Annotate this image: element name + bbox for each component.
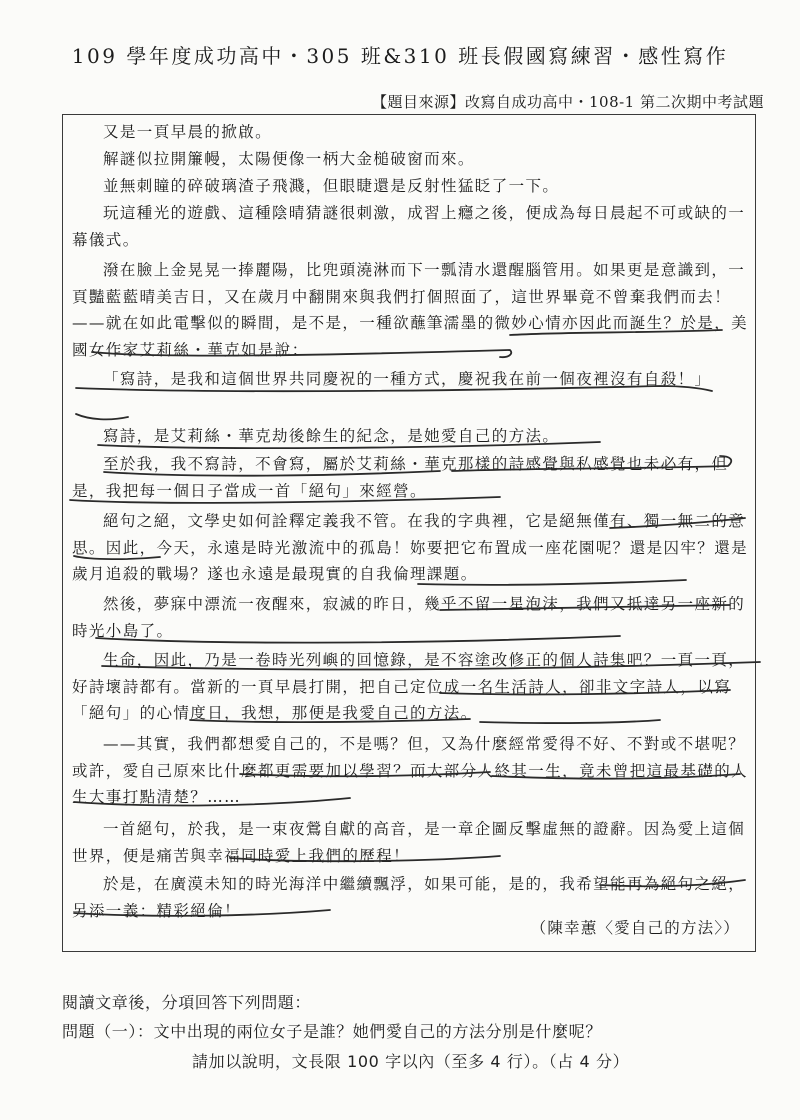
paragraph-11: 生命，因此，乃是一卷時光列嶼的回憶錄，是不容塗改修正的個人詩集吧？一頁一頁，好詩壞詩都有。當新的一頁早晨打開，把自己定位成一名生活詩人，卻非文字詩人，以寫「絕句」的心情度日，我想，那便是我愛自己的方法。 <box>72 651 746 722</box>
paragraph-8: 至於我，我不寫詩，不會寫，屬於艾莉絲・華克那樣的詩感覺與私感覺也未必有，但是，我把每一個日子當成一首「絕句」來經營。 <box>72 455 729 500</box>
paragraph-4: 玩這種光的遊戲、這種陰晴猜謎很刺激，成習上癮之後，便成為每日晨起不可或缺的一幕儀式。 <box>72 204 746 249</box>
attribution: （陳幸蕙〈愛自己的方法〉） <box>530 919 740 937</box>
paragraph-5: 潑在臉上金晃晃一捧麗陽，比兜頭澆淋而下一瓢清水還醒腦管用。如果更是意識到，一頁豔藍藍晴美吉日，又在歲月中翻開來與我們打個照面了，這世界畢竟不曾棄我們而去！——就在如此電擊似的瞬間，是不是，一種欲蘸筆濡墨的微妙心情亦因此而誕生？於是，美國女作家艾莉絲・華克如是說： <box>72 261 749 359</box>
paragraph-9: 絕句之絕，文學史如何詮釋定義我不管。在我的字典裡，它是絕無僅有、獨一無二的意思。因此，今天，永遠是時光激流中的孤島！妳要把它布置成一座花園呢？還是囚牢？還是歲月追殺的戰場？遂也永遠是最現實的自我倫理課題。 <box>72 512 749 583</box>
source-note: 【題目來源】改寫自成功高中・108-1 第二次期中考試題 <box>371 93 764 111</box>
paragraph-13: 一首絕句，於我，是一束夜鶯自獻的高音，是一章企圖反擊虛無的證辭。因為愛上這個世界，便是痛苦與幸福同時愛上我們的歷程！ <box>72 820 746 865</box>
paragraph-12: ——其實，我們都想愛自己的，不是嗎？但，又為什麼經常愛得不好、不對或不堪呢？或許，愛自己原來比什麼都更需要加以學習？而大部分人終其一生，竟未曾把這最基礎的人生大事打點清楚？…… <box>72 735 749 806</box>
quote-paragraph: 「寫詩，是我和這個世界共同慶祝的一種方式，慶祝我在前一個夜裡沒有自殺！」 <box>103 370 712 388</box>
paragraph-14: 於是，在廣漠未知的時光海洋中繼續飄浮，如果可能，是的，我希望能再為絕句之絕，另添一義：精彩絕倫！ <box>72 875 746 920</box>
question-1-note: 請加以說明，文長限 100 字以內（至多 4 行）。（占 4 分） <box>192 1052 630 1071</box>
question-1: 問題（一）：文中出現的兩位女子是誰？她們愛自己的方法分別是什麼呢？ <box>62 1022 602 1041</box>
paragraph-10: 然後，夢寐中漂流一夜醒來，寂滅的昨日，幾乎不留一星泡沫，我們又抵達另一座新的時光小島了。 <box>72 595 746 640</box>
paragraph-7: 寫詩，是艾莉絲・華克劫後餘生的紀念，是她愛自己的方法。 <box>103 427 560 445</box>
paragraph-3: 並無刺瞳的碎破璃渣子飛濺，但眼睫還是反射性猛眨了一下。 <box>103 177 560 195</box>
page-title: 109 學年度成功高中・305 班&310 班長假國寫練習・感性寫作 <box>71 44 729 68</box>
paragraph-1: 又是一頁早晨的掀啟。 <box>103 123 273 141</box>
questions-intro: 閱讀文章後，分項回答下列問題： <box>62 993 312 1012</box>
paragraph-2: 解謎似拉開簾幔，太陽便像一柄大金槌破窗而來。 <box>103 150 475 168</box>
